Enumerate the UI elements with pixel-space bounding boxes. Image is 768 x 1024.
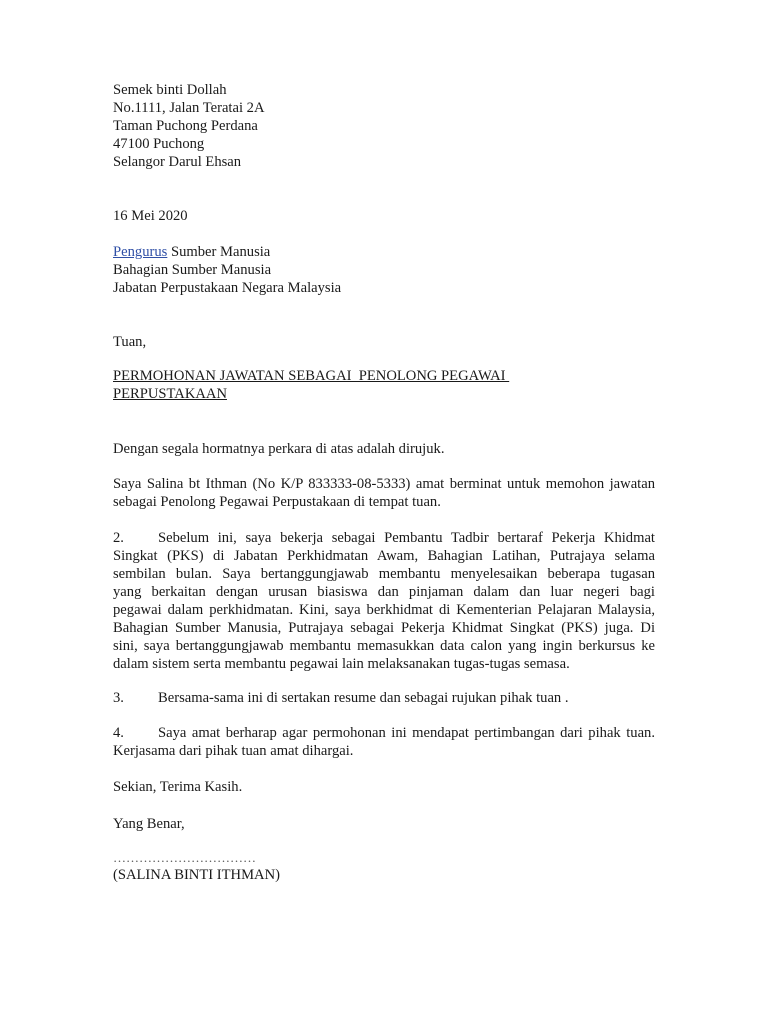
recipient-title-link[interactable]: Pengurus xyxy=(113,244,168,260)
sender-name: Semek binti Dollah xyxy=(113,82,227,98)
subject-line-1: PERMOHONAN JAWATAN SEBAGAI PENOLONG PEGAWAI xyxy=(113,368,510,384)
paragraph-4 xyxy=(113,724,655,760)
sender-address-line-1: No.1111, Jalan Teratai 2A xyxy=(113,100,265,116)
paragraph-2 xyxy=(113,529,655,673)
closing: Sekian, Terima Kasih. xyxy=(113,779,243,795)
intro-line-2: sebagai Penolong Pegawai Perpustakaan di tempat tuan. xyxy=(113,494,441,510)
paragraph-4-number: 4. xyxy=(113,725,124,741)
letter-date: 16 Mei 2020 xyxy=(113,208,188,224)
paragraph-3 xyxy=(113,689,569,707)
signature-line: …………………………… xyxy=(113,850,256,865)
sender-address-line-4: Selangor Darul Ehsan xyxy=(113,154,242,170)
paragraph-2-line-1-text: Sebelum ini, saya bekerja sebagai Pembantu Tadbir bertaraf Pekerja Khidmat xyxy=(158,530,655,546)
opening-paragraph: Dengan segala hormatnya perkara di atas adalah dirujuk. xyxy=(113,441,445,457)
sign-off: Yang Benar, xyxy=(113,816,185,832)
recipient-line-2: Bahagian Sumber Manusia xyxy=(113,262,272,278)
subject-line-2: PERPUSTAKAAN xyxy=(113,386,227,402)
paragraph-2-line-6: Bahagian Sumber Manusia, Putrajaya sebagai Pekerja Khidmat Singkat (PKS) juga. Di xyxy=(113,620,655,636)
paragraph-2-line-5: pegawai dalam perkhidmatan. Kini, saya berkhidmat di Kementerian Pelajaran Malaysia, xyxy=(113,602,655,618)
sender-address-line-3: 47100 Puchong xyxy=(113,136,205,152)
recipient-line-3: Jabatan Perpustakaan Negara Malaysia xyxy=(113,280,342,296)
paragraph-3-text: Bersama-sama ini di sertakan resume dan sebagai rujukan pihak tuan . xyxy=(158,690,569,706)
paragraph-2-line-2: Singkat (PKS) di Jabatan Perkhidmatan Awam, Bahagian Latihan, Putrajaya selama xyxy=(113,548,655,564)
paragraph-4-line-2: Kerjasama dari pihak tuan amat dihargai. xyxy=(113,743,354,759)
paragraph-2-line-3: sembilan bulan. Saya bertanggungjawab membantu menyelesaikan beberapa tugasan xyxy=(113,566,655,582)
signatory-name: (SALINA BINTI ITHMAN) xyxy=(113,867,280,883)
paragraph-3-number: 3. xyxy=(113,690,124,706)
paragraph-2-line-7: sini, saya bertanggungjawab membantu memasukkan data calon yang ingin berkursus ke xyxy=(113,638,655,654)
intro-paragraph xyxy=(113,475,655,511)
sender-address-line-2: Taman Puchong Perdana xyxy=(113,118,258,134)
recipient-title xyxy=(113,243,270,261)
paragraph-2-line-1 xyxy=(113,529,655,547)
paragraph-4-line-1 xyxy=(113,724,655,742)
paragraph-2-line-8: dalam sistem serta membantu pegawai lain melaksanakan tugas-tugas semasa. xyxy=(113,656,570,672)
recipient-title-rest: Sumber Manusia xyxy=(167,244,271,260)
intro-line-1: Saya Salina bt Ithman (No K/P 833333-08-5333) amat berminat untuk memohon jawatan xyxy=(113,476,655,492)
salutation: Tuan, xyxy=(113,334,147,350)
paragraph-2-line-4: yang berkaitan dengan urusan biasiswa dan pinjaman dalam dan luar negeri bagi xyxy=(113,584,655,600)
paragraph-4-line-1-text: Saya amat berharap agar permohonan ini mendapat pertimbangan dari pihak tuan. xyxy=(158,725,655,741)
paragraph-2-number: 2. xyxy=(113,530,124,546)
